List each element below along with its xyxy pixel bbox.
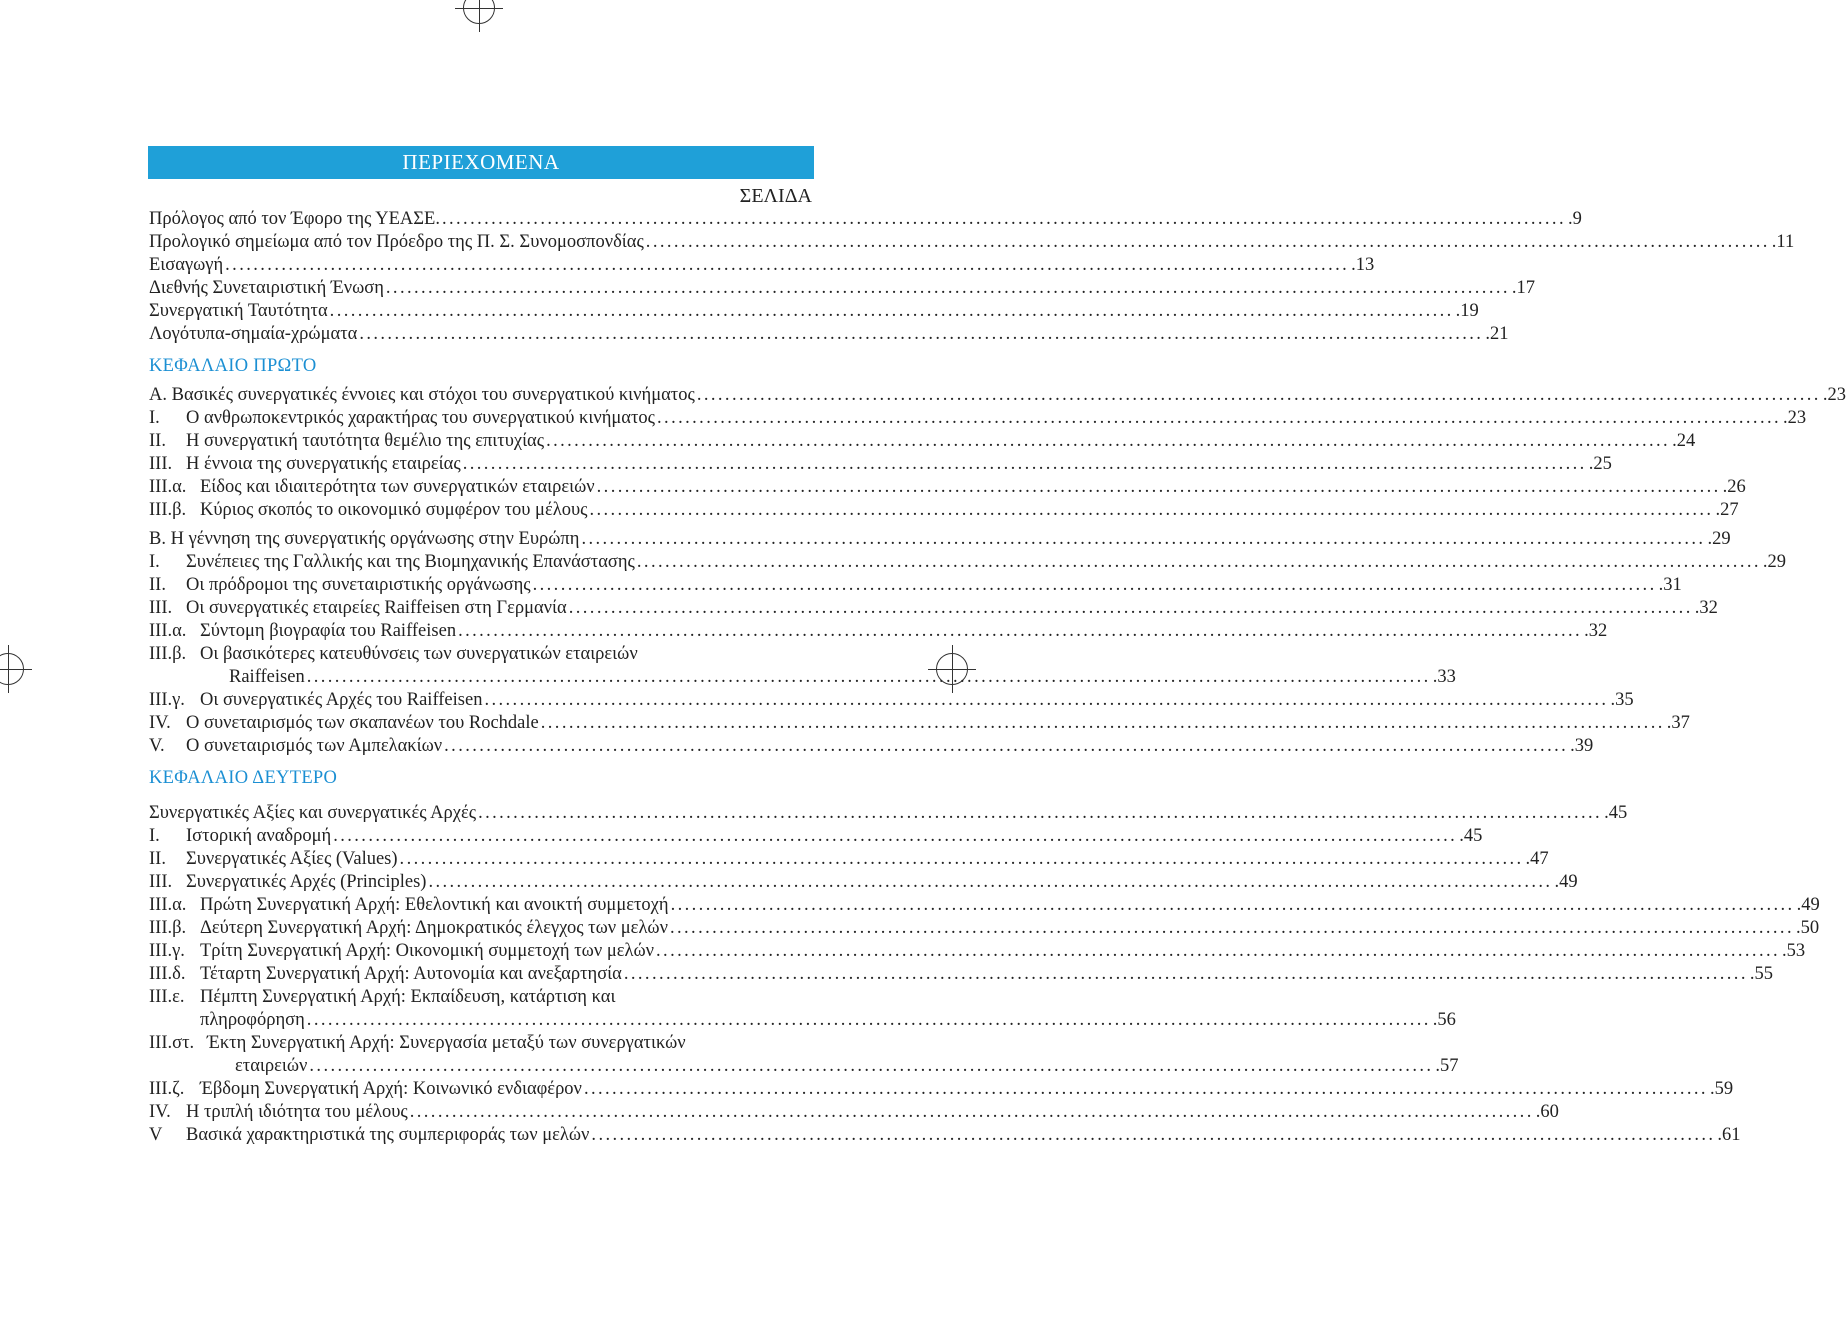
toc-entry[interactable]: ΙΙΙ.β. Δεύτερη Συνεργατική Αρχή: Δημοκρατικός έλεγχος των μελών ................................................................................................................................................................ .50 — [149, 918, 1820, 938]
table-of-contents — [149, 208, 1846, 1147]
section-entry[interactable]: Συνεργατικές Αξίες και συνεργατικές Αρχές ................................................................................................................................................................ .45 — [149, 803, 1628, 823]
contents-banner — [148, 146, 814, 179]
toc-entry[interactable]: Εισαγωγή ................................................................................................................................................................ .13 — [149, 255, 1375, 275]
toc-entry[interactable]: ΙΙΙ.γ. Τρίτη Συνεργατική Αρχή: Οικονομική συμμετοχή των μελών ................................................................................................................................................................ .53 — [149, 941, 1806, 961]
toc-entry[interactable]: ΙΙ. Η συνεργατική ταυτότητα θεμέλιο της επιτυχίας ................................................................................................................................................................ .24 — [149, 431, 1696, 451]
registration-mark-top — [455, 0, 503, 32]
toc-entry[interactable]: ΙΙ. Συνεργατικές Αξίες (Values) ................................................................................................................................................................ .47 — [149, 849, 1549, 869]
toc-entry[interactable]: Ι. Συνέπειες της Γαλλικής και της Βιομηχανικής Επανάστασης ................................................................................................................................................................ .29 — [149, 552, 1787, 572]
intro-list — [149, 208, 1795, 346]
toc-entry[interactable]: V. Ο συνεταιρισμός των Αμπελακίων ................................................................................................................................................................ .39 — [149, 736, 1594, 756]
toc-entry-wrapped[interactable]: ΙΙΙ.β. Οι βασικότερες κατευθύνσεις των συνεργατικών εταιρειών — [149, 644, 638, 664]
toc-entry[interactable]: IV. Ο συνεταιρισμός των σκαπανέων του Rochdale ................................................................................................................................................................ .37 — [149, 713, 1690, 733]
toc-entry[interactable]: V Βασικά χαρακτηριστικά της συμπεριφοράς των μελών ................................................................................................................................................................ .61 — [149, 1125, 1741, 1145]
toc-entry[interactable]: ΙΙΙ.ζ. Έβδομη Συνεργατική Αρχή: Κοινωνικό ενδιαφέρον ................................................................................................................................................................ .59 — [149, 1079, 1734, 1099]
chapter-2-heading: ΚΕΦΑΛΑΙΟ ΔΕΥΤΕΡΟ — [149, 768, 338, 788]
toc-entry[interactable]: ΙΙΙ.δ. Τέταρτη Συνεργατική Αρχή: Αυτονομία και ανεξαρτησία ................................................................................................................................................................ .55 — [149, 964, 1773, 984]
toc-entry[interactable]: ΙΙΙ.β. Κύριος σκοπός το οικονομικό συμφέρον του μέλους ................................................................................................................................................................ .27 — [149, 500, 1739, 520]
toc-entry[interactable]: ΙΙΙ. Συνεργατικές Αρχές (Principles) ................................................................................................................................................................ .49 — [149, 872, 1578, 892]
toc-entry[interactable]: Λογότυπα-σημαία-χρώματα ................................................................................................................................................................ .21 — [149, 324, 1509, 344]
toc-entry[interactable]: ΙΙ. Οι πρόδρομοι της συνεταιριστικής οργάνωσης ................................................................................................................................................................ .31 — [149, 575, 1682, 595]
toc-entry[interactable]: ΙΙΙ.α. Είδος και ιδιαιτερότητα των συνεργατικών εταιρειών ................................................................................................................................................................ .26 — [149, 477, 1746, 497]
toc-entry[interactable]: ΙΙΙ.α. Πρώτη Συνεργατική Αρχή: Εθελοντική και ανοικτή συμμετοχή ................................................................................................................................................................ .49 — [149, 895, 1820, 915]
chapter-1-heading: ΚΕΦΑΛΑΙΟ ΠΡΩΤΟ — [149, 356, 317, 376]
page-column-label: ΣΕΛΙΔΑ — [739, 185, 812, 207]
toc-entry[interactable]: ΙΙΙ.γ. Οι συνεργατικές Αρχές του Raiffeisen ................................................................................................................................................................ .35 — [149, 690, 1634, 710]
toc-entry-continuation[interactable]: Raiffeisen ................................................................................................................................................................ .33 — [229, 667, 1456, 687]
toc-entry[interactable]: ΙΙΙ.α. Σύντομη βιογραφία του Raiffeisen ................................................................................................................................................................ .32 — [149, 621, 1608, 641]
toc-entry[interactable]: IV. Η τριπλή ιδιότητα του μέλους ................................................................................................................................................................ .60 — [149, 1102, 1559, 1122]
toc-entry-wrapped[interactable]: ΙΙΙ.ε. Πέμπτη Συνεργατική Αρχή: Εκπαίδευση, κατάρτιση και — [149, 987, 616, 1007]
toc-entry[interactable]: Ι. Ο ανθρωποκεντρικός χαρακτήρας του συνεργατικού κινήματος ................................................................................................................................................................ .23 — [149, 408, 1807, 428]
toc-entry-continuation[interactable]: πληροφόρηση ................................................................................................................................................................ .56 — [200, 1010, 1456, 1030]
toc-entry[interactable]: Ι. Ιστορική αναδρομή ................................................................................................................................................................ .45 — [149, 826, 1483, 846]
section-a-entry[interactable]: Α. Βασικές συνεργατικές έννοιες και στόχοι του συνεργατικού κινήματος ................................................................................................................................................................ .23 — [149, 385, 1846, 405]
toc-entry-wrapped[interactable]: ΙΙΙ.στ. Έκτη Συνεργατική Αρχή: Συνεργασία μεταξύ των συνεργατικών — [149, 1033, 686, 1053]
registration-mark-left — [0, 645, 32, 693]
toc-entry[interactable]: Συνεργατική Ταυτότητα ................................................................................................................................................................ .19 — [149, 301, 1479, 321]
toc-entry[interactable]: Προλογικό σημείωμα από τον Πρόεδρο της Π. Σ. Συνομοσπονδίας ................................................................................................................................................................ .11 — [149, 232, 1795, 252]
toc-entry[interactable]: Διεθνής Συνεταιριστική Ένωση ................................................................................................................................................................ .17 — [149, 278, 1536, 298]
toc-entry[interactable]: Πρόλογος από τον Έφορο της ΥΕΑΣΕ. ................................................................................................................................................................ .9 — [149, 209, 1582, 229]
toc-entry[interactable]: ΙΙΙ. Η έννοια της συνεργατικής εταιρείας ................................................................................................................................................................ .25 — [149, 454, 1612, 474]
toc-entry-continuation[interactable]: εταιρειών ................................................................................................................................................................ .57 — [235, 1056, 1459, 1076]
toc-entry[interactable]: ΙΙΙ. Οι συνεργατικές εταιρείες Raiffeisen στη Γερμανία ................................................................................................................................................................ .32 — [149, 598, 1718, 618]
page-title: ΠΕΡΙΕΧΟΜΕΝΑ — [402, 150, 560, 174]
section-b-entry[interactable]: Β. Η γέννηση της συνεργατικής οργάνωσης στην Ευρώπη ................................................................................................................................................................ .29 — [149, 529, 1731, 549]
